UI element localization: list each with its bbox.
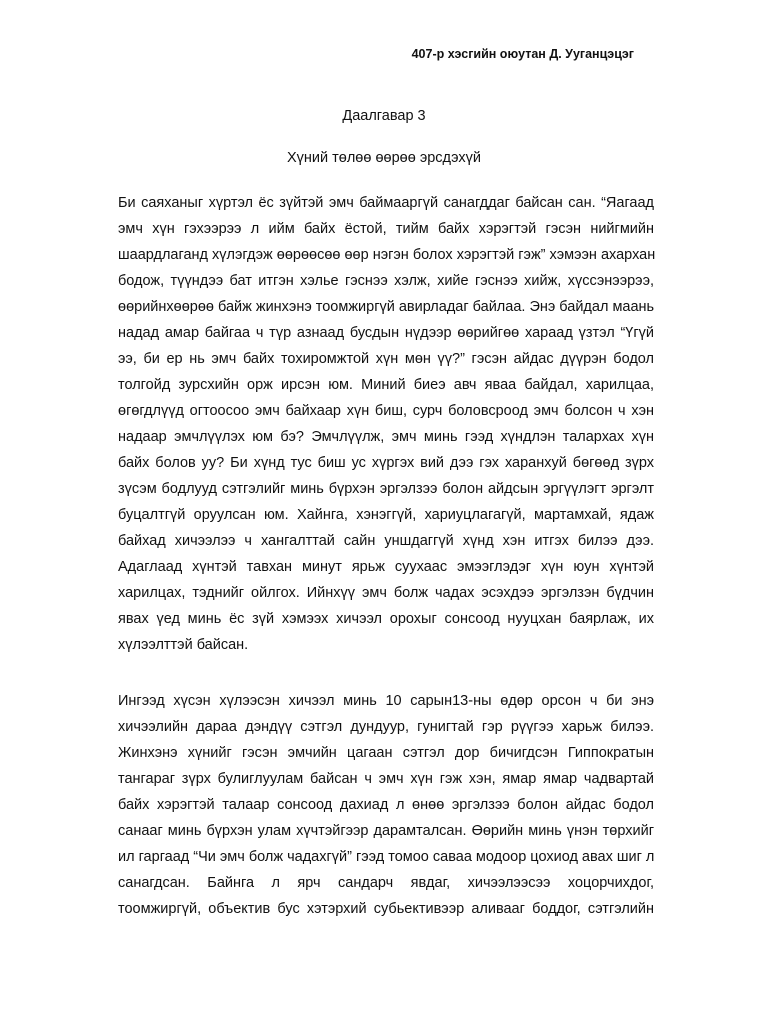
text-line: байх болов уу? Би хүнд тус биш ус хүргэх вий дээ гэх харанхуй бөгөөд зүрх <box>118 455 654 471</box>
text-line: Ингээд хүсэн хүлээсэн хичээл минь 10 сарын13-ны өдөр орсон ч би энэ <box>118 693 654 709</box>
paragraph-2 <box>118 688 654 922</box>
text-line: бодож, түүндээ бат итгэн хэлье гэснээ хэлж, хийе гэснээ хийж, хүссэнээрээ, <box>118 273 654 289</box>
text-line: байхад хичээлээ ч хангалттай сайн уншдаггүй хүнд хэн итгэх билээ дээ. <box>118 533 654 549</box>
text-line: санааг минь бүрхэн улам хүчтэйгээр дарамталсан. Өөрийн минь үнэн төрхийг <box>118 823 654 839</box>
text-line: Жинхэнэ хүнийг гэсэн эмчийн цагаан сэтгэл дор бичигдсэн Гиппократын <box>118 745 654 761</box>
text-line: шаардлаганд хүлэгдэж өөрөөсөө өөр нэгэн болох хэрэгтэй гэж” хэмээн ахархан <box>118 247 656 263</box>
text-line: буцалтгүй оруулсан юм. Хайнга, хэнэггүй, хариуцлагагүй, мартамхай, ядаж <box>118 507 654 523</box>
text-line: Адаглаад хүнтэй тавхан минут ярьж суухаас эмээглэдэг хүн юун хүнтэй <box>118 559 654 575</box>
text-line: хүлээлттэй байсан. <box>118 637 249 653</box>
paragraph-1 <box>118 190 654 658</box>
text-line: байх хэрэгтэй талаар сонсоод дахиад л өнөө эргэлзээ болон айдас бодол <box>118 797 654 813</box>
text-line: харилцах, тэднийг ойлгох. Ийнхүү эмч болж чадах эсэхдээ эргэлзэн бүдчин <box>118 585 654 601</box>
text-line: явах үед минь ёс зүй хэмээх хичээл орохыг сонсоод нууцхан баярлаж, их <box>118 611 654 627</box>
author-header: 407-р хэсгийн оюутан Д. Ууганцэцэг <box>411 47 634 61</box>
text-line: ил гаргаад “Чи эмч болж чадахгүй” гээд томоо саваа модоор цохиод авах шиг л <box>118 849 655 865</box>
text-line: санагдсан. Байнга л ярч сандарч явдаг, хичээлээсээ хоцорчихдог, <box>118 875 654 891</box>
text-line: тоомжиргүй, объектив бус хэтэрхий субьективээр аливааг боддог, сэтгэлийн <box>118 901 654 917</box>
text-line: Би саяханыг хүртэл ёс зүйтэй эмч баймааргүй санагддаг байсан сан. “Яагаад <box>118 195 654 211</box>
text-line: надаар эмчлүүлэх юм бэ? Эмчлүүлж, эмч минь гээд хүндлэн талархах хүн <box>118 429 654 445</box>
text-line: өгөгдлүүд огтоосоо эмч байхаар хүн биш, сурч боловсроод эмч болсон ч хэн <box>118 403 654 419</box>
text-line: надад амар байгаа ч түр азнаад бусдын нүдээр өөрийгөө хараад үзтэл “Үгүй <box>118 325 654 341</box>
document-title: Даалгавар 3 <box>342 108 426 124</box>
text-line: тангараг зүрх булиглуулам байсан ч эмч хүн гэж хэн, ямар ямар чадвартай <box>118 771 654 787</box>
text-line: ээ, би ер нь эмч байх тохиромжтой хүн мөн үү?” гэсэн айдас дүүрэн бодол <box>118 351 654 367</box>
text-line: өөрийнхөөрөө байж жинхэнэ тоомжиргүй авирладаг байлаа. Энэ байдал маань <box>118 299 655 315</box>
text-line: хичээлийн дараа дэндүү сэтгэл дундуур, гунигтай гэр рүүгээ харьж билээ. <box>118 719 654 735</box>
text-line: эмч хүн гэхээрээ л ийм байх ёстой, тийм байх хэрэгтэй гэсэн нийгмийн <box>118 221 654 237</box>
text-line: толгойд зурсхийн орж ирсэн юм. Миний биеэ авч яваа байдал, харилцаа, <box>118 377 654 393</box>
text-line: зүсэм бодлууд сэтгэлийг минь бүрхэн эргэлзээ болон айдсын эргүүлэгт эргэлт <box>118 481 654 497</box>
document-subtitle: Хүний төлөө өөрөө эрсдэхүй <box>286 150 481 166</box>
